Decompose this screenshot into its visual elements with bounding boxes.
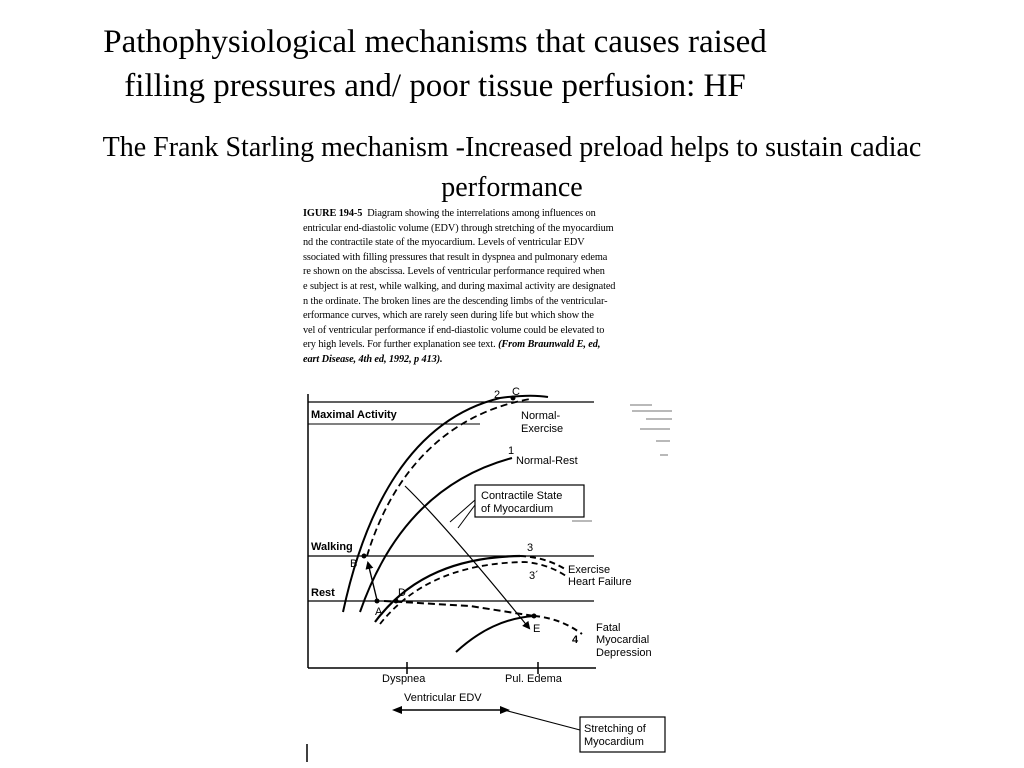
edv-to-stretching-connector bbox=[504, 710, 580, 730]
contractile-state-label-line-2: of Myocardium bbox=[481, 503, 554, 515]
contractile-state-label-line-1: Contractile State bbox=[481, 490, 563, 502]
curve-2-number: 2 bbox=[494, 389, 501, 401]
point-d-dot bbox=[394, 599, 399, 604]
arrow-a-to-b bbox=[368, 563, 377, 600]
caption-label: IGURE 194-5 bbox=[303, 208, 363, 219]
caption-citation-cont: eart Disease, 4th ed, 1992, p 413). bbox=[303, 353, 443, 365]
curve-2-label-line-2: Exercise bbox=[521, 423, 564, 435]
curve-3-number: 3 bbox=[527, 542, 534, 554]
curve-1-number: 1 bbox=[508, 445, 515, 457]
curve-4-label-line-1: Fatal bbox=[596, 622, 621, 634]
axis-tick-label-dyspnea: Dyspnea bbox=[382, 673, 426, 685]
caption-line: entricular end-diastolic volume (EDV) through stretching of the myocardium bbox=[303, 222, 614, 234]
x-axis-label: Ventricular EDV bbox=[404, 692, 482, 704]
caption-line: e subject is at rest, while walking, and during maximal activity are designated bbox=[303, 280, 616, 292]
dashed-path-d-to-e bbox=[384, 601, 534, 616]
level-label-maximal-activity: Maximal Activity bbox=[311, 409, 397, 421]
slide-title-line-2: filling pressures and/ poor tissue perfusion: HF bbox=[124, 68, 746, 104]
slide-title-line-1: Pathophysiological mechanisms that causes raised bbox=[103, 24, 767, 60]
point-label-d: D bbox=[398, 587, 406, 599]
contractile-pointer-2 bbox=[458, 505, 475, 528]
caption-citation: (From Braunwald E, ed, bbox=[498, 339, 601, 351]
curve-3-exercise-heart-failure bbox=[375, 556, 520, 622]
curve-4-label-line-2: Myocardial bbox=[596, 634, 650, 646]
caption-line: vel of ventricular performance if end-diastolic volume could be elevated to bbox=[303, 324, 605, 336]
caption-line: ery high levels. For further explanation see text. (From Braunwald E, ed, bbox=[303, 339, 601, 351]
contractile-pointer-1 bbox=[450, 500, 475, 522]
point-e-dot bbox=[532, 614, 537, 619]
curve-1-normal-rest bbox=[360, 458, 512, 612]
curve-4-label-line-3: Depression bbox=[596, 647, 652, 659]
point-label-a: A bbox=[375, 606, 383, 618]
curve-3-label-line-2: Heart Failure bbox=[568, 576, 632, 588]
stretching-label-line-2: Myocardium bbox=[584, 736, 644, 748]
point-label-b: B bbox=[350, 558, 358, 570]
slide-subtitle-line-2: performance bbox=[441, 172, 583, 203]
caption-line: IGURE 194-5 Diagram showing the interrelations among influences on bbox=[303, 208, 596, 219]
edv-arrowhead-left bbox=[392, 706, 402, 714]
caption-line: re shown on the abscissa. Levels of ventricular performance required when bbox=[303, 266, 605, 278]
caption-line: erformance curves, which are rarely seen during life but which show the bbox=[303, 310, 594, 322]
point-label-e: E bbox=[533, 623, 541, 635]
point-a-dot bbox=[375, 599, 380, 604]
point-label-c: C bbox=[512, 386, 520, 398]
axis-tick-label-pul-edema: Pul. Edema bbox=[505, 673, 562, 685]
point-b-dot bbox=[362, 554, 367, 559]
curve-2-label-line-1: Normal- bbox=[521, 410, 561, 422]
level-label-rest: Rest bbox=[311, 587, 335, 599]
slide-subtitle-line-1: The Frank Starling mechanism -Increased preload helps to sustain cadiac bbox=[102, 132, 922, 163]
stretching-label-line-1: Stretching of bbox=[584, 723, 646, 735]
caption-line: n the ordinate. The broken lines are the descending limbs of the ventricular- bbox=[303, 295, 608, 307]
curve-3-label-line-1: Exercise bbox=[568, 564, 611, 576]
curve-4-descending-limb bbox=[534, 616, 582, 634]
level-label-walking: Walking bbox=[311, 541, 353, 553]
curve-4-fatal-myocardial-depression bbox=[456, 616, 534, 652]
scan-noise bbox=[572, 404, 672, 522]
curve-1-label: Normal-Rest bbox=[516, 455, 578, 467]
curve-4-number: 4 bbox=[572, 634, 579, 646]
curve-3-prime-number: 3´ bbox=[529, 570, 539, 582]
caption-line: ssociated with filling pressures that result in dyspnea and pulmonary edema bbox=[303, 251, 608, 263]
caption-line: nd the contractile state of the myocardium. Levels of ventricular EDV bbox=[303, 237, 585, 249]
